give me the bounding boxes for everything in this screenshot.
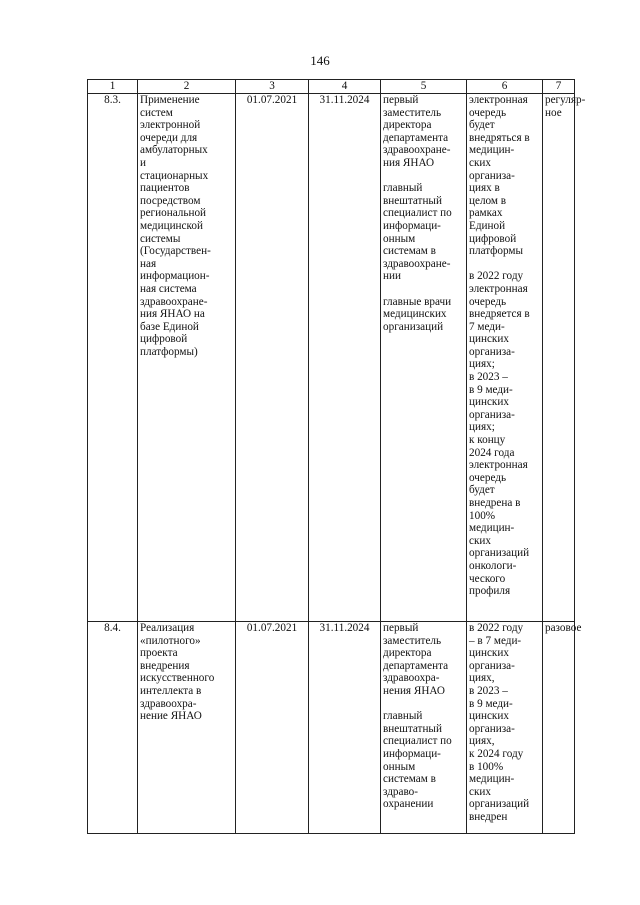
measure-name: Применение систем электронной очереди для амбулаторных и стационарных пациентов посредством региональной медицинской системы (Государствен- ная информацион- ная система здравоохране- ния ЯНАО на базе Единой цифровой платформы) bbox=[138, 94, 236, 622]
expected-result: в 2022 году – в 7 меди- цинских организа- циях, в 2023 – в 9 меди- цинских организа- циях, к 2024 году в 100% медицин- ских организаций внедрен bbox=[467, 622, 543, 834]
item-number: 8.4. bbox=[88, 622, 138, 834]
responsible: первый заместитель директора департамента здравоохране- ния ЯНАО главный внештатный специалист по информаци- онным системам в здравоохране- нии главные врачи медицинских организаций bbox=[381, 94, 467, 622]
measures-table bbox=[87, 79, 586, 834]
item-number: 8.3. bbox=[88, 94, 138, 622]
column-header: 6 bbox=[467, 80, 543, 94]
table-row bbox=[88, 622, 575, 834]
column-number-row bbox=[88, 80, 575, 94]
table-row bbox=[88, 94, 575, 622]
column-header: 4 bbox=[309, 80, 381, 94]
responsible: первый заместитель директора департамента здравоохра- нения ЯНАО главный внештатный специалист по информаци- онным системам в здраво- охранении bbox=[381, 622, 467, 834]
end-date: 31.11.2024 bbox=[309, 94, 381, 622]
measure-type: разовое bbox=[543, 622, 575, 834]
expected-result: электронная очередь будет внедряться в медицин- ских организа- циях в целом в рамках Единой цифровой платформы в 2022 году электронная очередь внедряется в 7 меди- цинских организа- циях; в 2023 – в 9 меди- цинских организа- циях; к концу 2024 года электронная очередь будет внедрена в 100% медицин- ских организаций онкологи- ческого профиля bbox=[467, 94, 543, 622]
column-header: 2 bbox=[138, 80, 236, 94]
measure-type: регуляр- ное bbox=[543, 94, 575, 622]
start-date: 01.07.2021 bbox=[236, 622, 309, 834]
column-header: 1 bbox=[88, 80, 138, 94]
start-date: 01.07.2021 bbox=[236, 94, 309, 622]
column-header: 5 bbox=[381, 80, 467, 94]
measure-name: Реализация «пилотного» проекта внедрения искусственного интеллекта в здравоохра- нение ЯНАО bbox=[138, 622, 236, 834]
column-header: 7 bbox=[543, 80, 575, 94]
end-date: 31.11.2024 bbox=[309, 622, 381, 834]
page-number: 146 bbox=[310, 53, 330, 68]
column-header: 3 bbox=[236, 80, 309, 94]
